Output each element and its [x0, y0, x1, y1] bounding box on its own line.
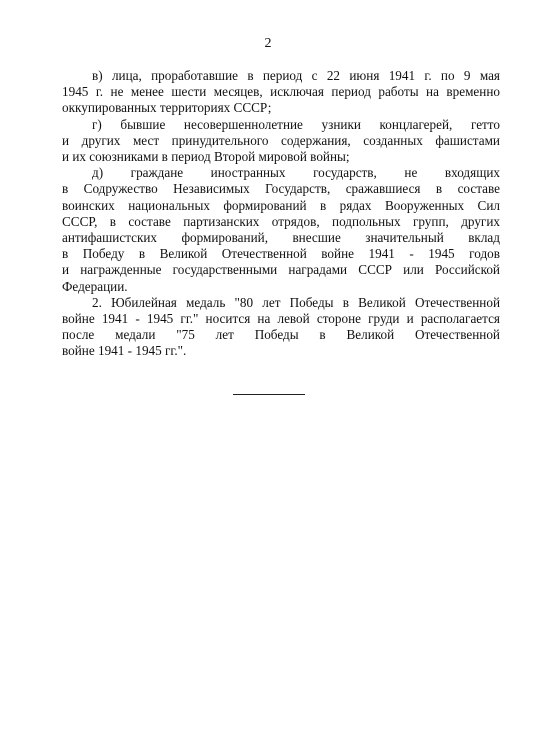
closing-divider	[233, 394, 305, 395]
document-body	[62, 68, 500, 360]
text-line: и награжденные государственными наградами СССР или Российской	[62, 262, 500, 278]
text-line: в Победу в Великой Отечественной войне 1941 - 1945 годов	[62, 246, 500, 262]
text-line: г) бывшие несовершеннолетние узники концлагерей, гетто	[92, 116, 500, 132]
text-line: войне 1941 - 1945 гг.".	[62, 343, 187, 359]
text-line: СССР, в составе партизанских отрядов, подпольных групп, других	[62, 213, 500, 229]
list-item-v	[62, 68, 500, 117]
text-line: войне 1941 - 1945 гг." носится на левой стороне груди и располагается	[62, 311, 500, 327]
page-number: 2	[264, 36, 272, 51]
text-line: воинских национальных формирований в рядах Вооруженных Сил	[62, 197, 500, 213]
text-line: антифашистских формирований, внесшие значительный вклад	[62, 230, 500, 246]
point-2-paragraph	[62, 295, 500, 360]
list-item-g	[62, 117, 500, 166]
text-line: и их союзниками в период Второй мировой войны;	[62, 149, 350, 165]
text-line: в) лица, проработавшие в период с 22 июня 1941 г. по 9 мая	[92, 68, 500, 83]
text-line: д) граждане иностранных государств, не входящих	[92, 165, 500, 181]
text-line: 1945 г. не менее шести месяцев, исключая период работы на временно	[62, 84, 500, 100]
text-line: и других мест принудительного содержания, созданных фашистами	[62, 132, 500, 148]
text-line: 2. Юбилейная медаль "80 лет Победы в Великой Отечественной	[92, 294, 500, 310]
list-item-d	[62, 165, 500, 295]
text-line: после медали "75 лет Победы в Великой Отечественной	[62, 327, 500, 343]
text-line: оккупированных территориях СССР;	[62, 100, 272, 116]
text-line: в Содружество Независимых Государств, сражавшиеся в составе	[62, 181, 500, 197]
text-line: Федерации.	[62, 278, 128, 294]
